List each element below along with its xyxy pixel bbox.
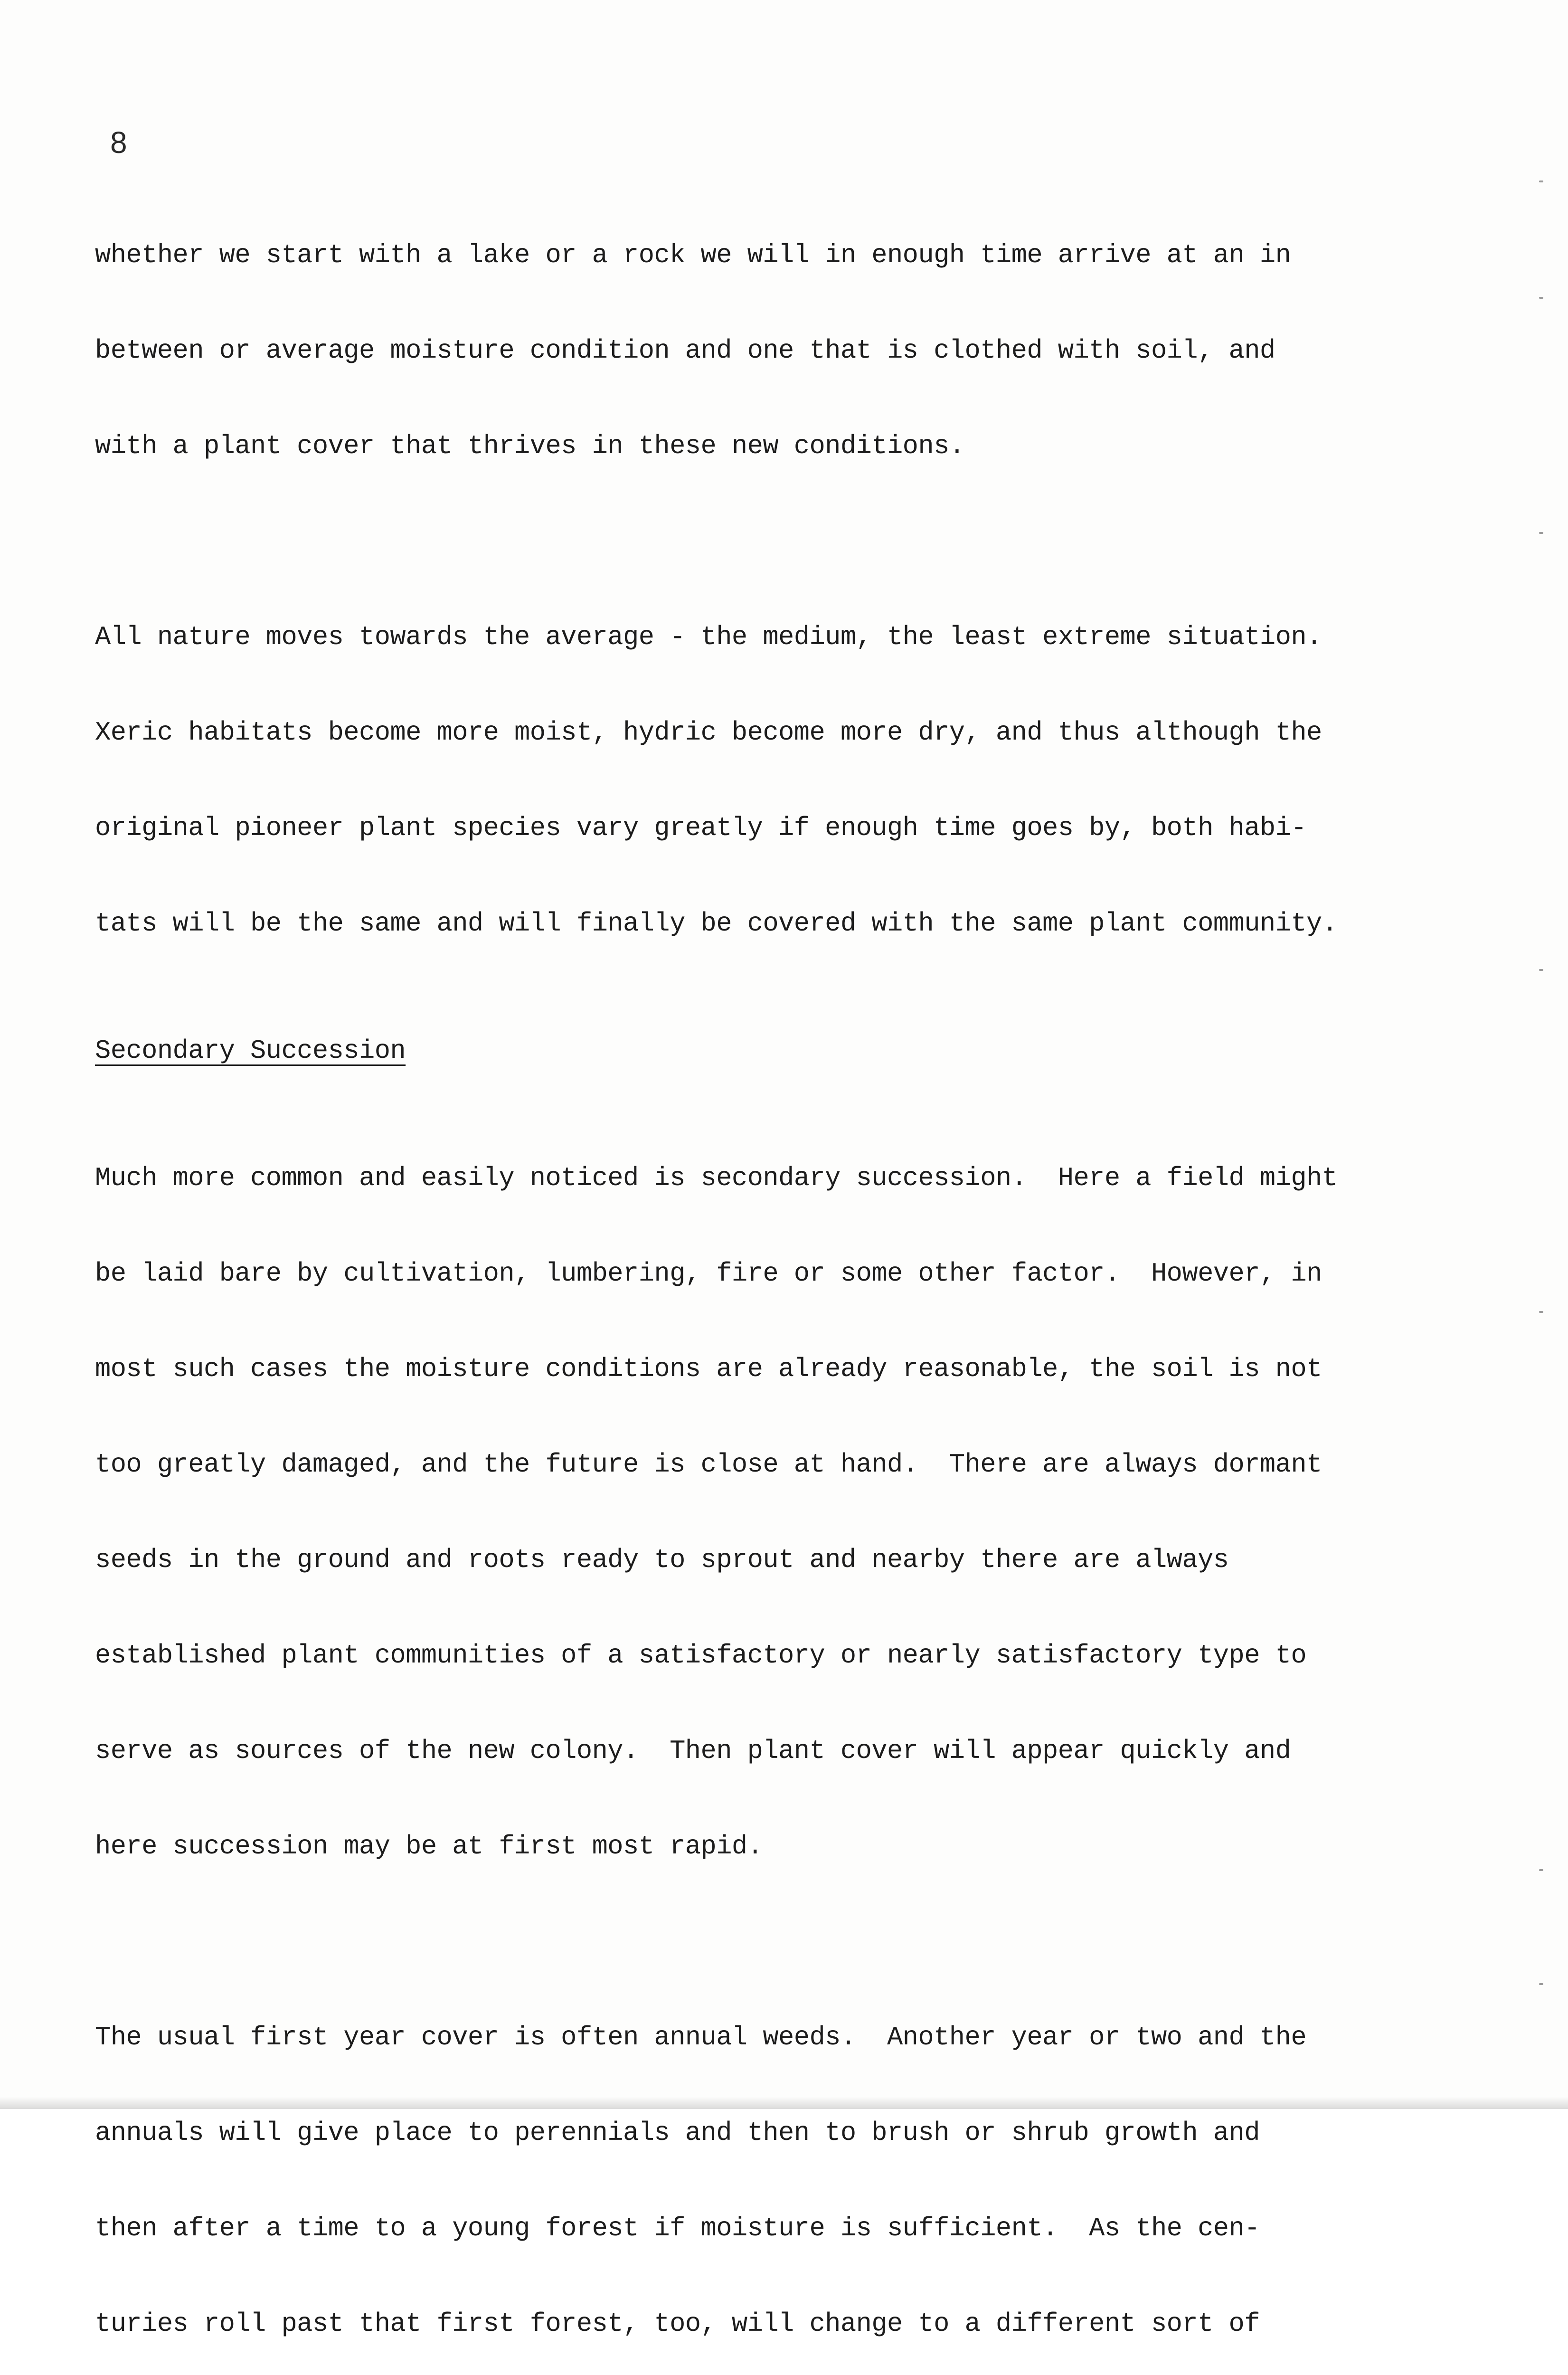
scan-edge-mark [1539,1869,1543,1871]
scan-edge-mark [1539,969,1543,971]
scan-edge-mark [1539,1311,1543,1313]
scan-bottom-edge [0,2097,1568,2109]
text-line: The usual first year cover is often annual weeds. Another year or two and the [95,2023,1307,2052]
paragraph-2 [95,558,1406,1003]
text-line: tats will be the same and will finally be covered with the same plant community. [95,909,1338,939]
scan-edge-mark [1539,297,1543,299]
text-line: All nature moves towards the average - the medium, the least extreme situation. [95,622,1322,652]
text-line: Xeric habitats become more moist, hydric become more dry, and thus although the [95,718,1322,748]
scan-edge-mark [1539,1983,1543,1985]
text-line: established plant communities of a satisfactory or nearly satisfactory type to [95,1641,1307,1671]
paragraph-1 [95,176,1406,526]
text-line: be laid bare by cultivation, lumbering, fire or some other factor. However, in [95,1259,1322,1289]
text-line: whether we start with a lake or a rock we will in enough time arrive at an in [95,240,1291,270]
heading-secondary-succession: Secondary Succession [95,1036,406,1066]
text-line: with a plant cover that thrives in these new conditions. [95,431,965,461]
page-number: 8 [110,125,127,160]
scan-edge-mark [1539,532,1543,534]
section-heading-wrap [95,1035,1406,1099]
document-body [95,176,1406,2375]
text-line: turies roll past that first forest, too, will change to a different sort of [95,2309,1260,2339]
text-line: annuals will give place to perennials and then to brush or shrub growth and [95,2118,1260,2148]
text-line: between or average moisture condition and one that is clothed with soil, and [95,336,1275,366]
text-line: Much more common and easily noticed is secondary succession. Here a field might [95,1163,1338,1193]
text-line: original pioneer plant species vary greatly if enough time goes by, both habi- [95,813,1307,843]
paragraph-3 [95,1099,1406,1926]
scan-edge-mark [1539,180,1543,182]
text-line: too greatly damaged, and the future is close at hand. There are always dormant [95,1450,1322,1480]
paragraph-4 [95,1958,1406,2375]
text-line: seeds in the ground and roots ready to sprout and nearby there are always [95,1545,1229,1575]
text-line: then after a time to a young forest if moisture is sufficient. As the cen- [95,2214,1260,2243]
text-line: serve as sources of the new colony. Then plant cover will appear quickly and [95,1736,1291,1766]
text-line: most such cases the moisture conditions are already reasonable, the soil is not [95,1354,1322,1384]
text-line: here succession may be at first most rapid. [95,1832,763,1862]
